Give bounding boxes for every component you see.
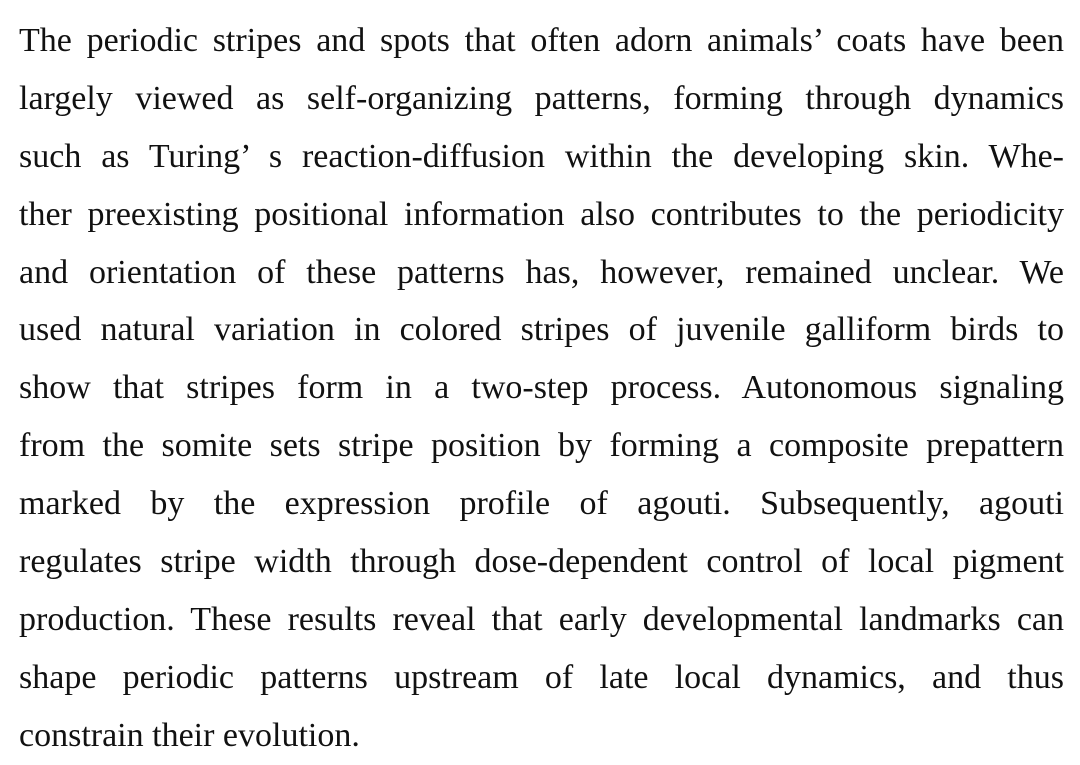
text-line: and orientation of these patterns has, however, remained unclear. We	[19, 253, 1064, 291]
text-line: shape periodic patterns upstream of late local dynamics, and thus	[19, 658, 1064, 696]
text-line: marked by the expression profile of agouti. Subsequently, agouti	[19, 485, 1064, 523]
text-line: largely viewed as self-organizing patterns, forming through dynamics	[19, 79, 1064, 117]
abstract-text-block	[19, 12, 1064, 765]
text-line: The periodic stripes and spots that often adorn animals’ coats have been	[19, 22, 1064, 59]
text-line: ther preexisting positional information also contributes to the periodicity	[19, 195, 1064, 233]
text-line: from the somite sets stripe position by forming a composite prepattern	[19, 427, 1064, 465]
text-line: production. These results reveal that early developmental landmarks can	[19, 600, 1064, 638]
text-line-final: constrain their evolution.	[19, 716, 360, 754]
text-line: such as Turing’ s reaction-diffusion within the developing skin. Whe-	[19, 137, 1064, 175]
text-line: show that stripes form in a two-step process. Autonomous signaling	[19, 369, 1064, 407]
text-line: regulates stripe width through dose-dependent control of local pigment	[19, 543, 1064, 581]
text-line: used natural variation in colored stripes of juvenile galliform birds to	[19, 311, 1064, 349]
